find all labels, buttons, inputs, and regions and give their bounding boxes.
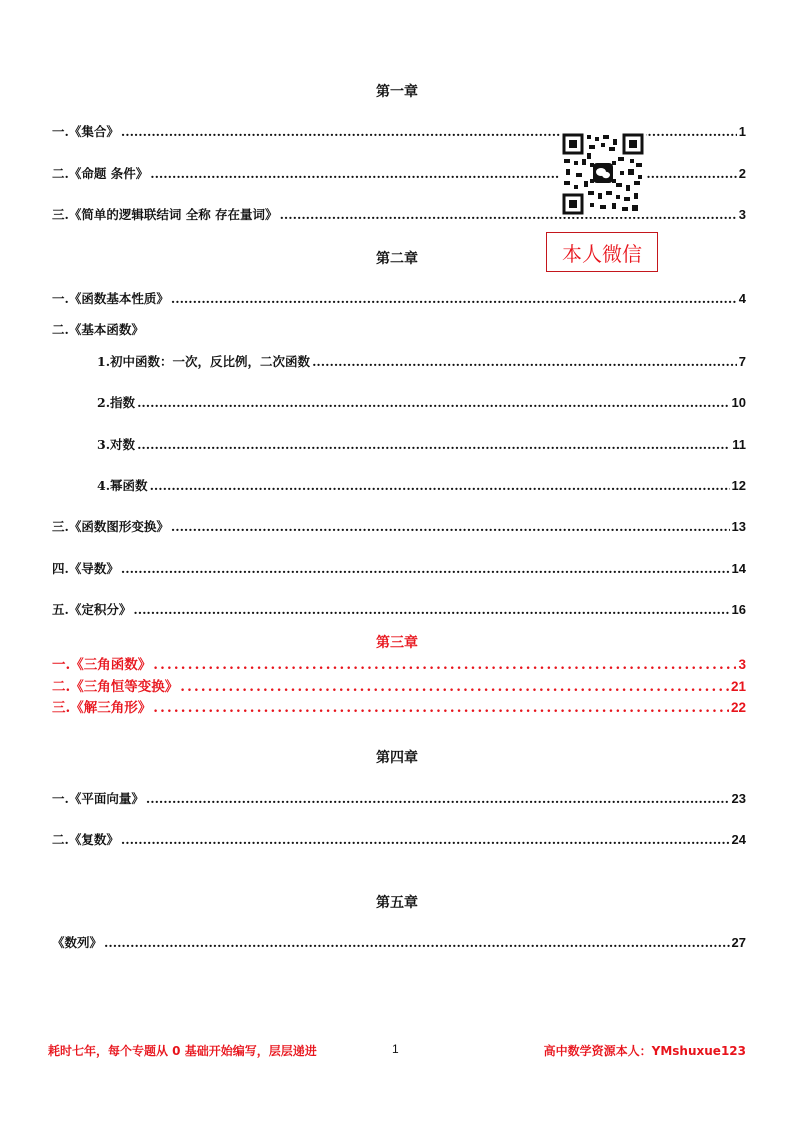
toc-title: 4.幂函数 <box>97 478 148 493</box>
chapter-5-heading: 第五章 <box>376 895 418 911</box>
toc-page-number: 27 <box>731 935 746 950</box>
dot-leader <box>104 935 730 950</box>
toc-entry[interactable] <box>52 517 746 535</box>
dot-leader <box>153 700 729 716</box>
toc-entry[interactable] <box>97 476 746 494</box>
dot-leader <box>133 602 729 617</box>
toc-entry[interactable] <box>52 289 746 307</box>
dot-leader <box>312 354 737 369</box>
toc-entry[interactable] <box>52 789 746 807</box>
footer-left-note: 耗时七年，每个专题从 0 基础开始编写，层层递进 <box>48 1044 317 1058</box>
chapter-4-heading: 第四章 <box>376 750 418 766</box>
toc-title: 三.《简单的逻辑联结词 全称 存在量词》 <box>52 207 278 222</box>
toc-page-number: 23 <box>731 791 746 806</box>
toc-entry[interactable] <box>52 600 746 618</box>
dot-leader <box>137 395 729 410</box>
toc-title: 《数列》 <box>52 935 103 950</box>
toc-title: 五.《定积分》 <box>52 602 132 617</box>
dot-leader <box>121 832 730 847</box>
toc-page-number: 11 <box>732 437 746 452</box>
toc-page-number: 3 <box>738 657 746 672</box>
toc-title: 三.《解三角形》 <box>52 700 152 716</box>
toc-page-number: 21 <box>730 679 746 694</box>
toc-title: 一.《集合》 <box>52 124 119 139</box>
toc-page-number: 3 <box>738 207 746 222</box>
dot-leader <box>150 478 730 493</box>
toc-page-number: 4 <box>738 291 746 306</box>
toc-entry[interactable] <box>97 435 746 453</box>
toc-title: 四.《导数》 <box>52 561 119 576</box>
toc-entry[interactable] <box>52 675 746 695</box>
toc-entry[interactable] <box>97 393 746 411</box>
dot-leader <box>137 437 730 452</box>
toc-page-number: 22 <box>730 700 746 715</box>
dot-leader <box>171 291 737 306</box>
toc-page-number: 2 <box>738 166 746 181</box>
toc-page-number: 7 <box>738 354 746 369</box>
toc-section-heading[interactable]: 二.《基本函数》 <box>52 322 144 337</box>
chapter-3-heading: 第三章 <box>376 635 418 651</box>
toc-page-number: 13 <box>731 519 746 534</box>
toc-page-number: 14 <box>731 561 746 576</box>
toc-title: 一.《平面向量》 <box>52 791 144 806</box>
toc-entry[interactable] <box>52 653 746 673</box>
dot-leader <box>150 166 737 181</box>
footer-right-note: 高中数学资源本人：YMshuxue123 <box>543 1044 746 1058</box>
toc-entry[interactable] <box>97 352 746 370</box>
wechat-label-box: 本人微信 <box>546 232 658 272</box>
dot-leader <box>153 657 736 673</box>
toc-entry[interactable] <box>52 830 746 848</box>
toc-title: 二.《复数》 <box>52 832 119 847</box>
toc-page-number: 10 <box>731 395 746 410</box>
toc-entry[interactable] <box>52 696 746 716</box>
wechat-qr-code-icon <box>560 129 646 217</box>
dot-leader <box>121 561 730 576</box>
dot-leader <box>171 519 730 534</box>
toc-title: 1.初中函数：一次，反比例，二次函数 <box>97 354 311 369</box>
toc-page-number: 12 <box>731 478 746 493</box>
toc-page-number: 1 <box>738 124 746 139</box>
toc-entry[interactable] <box>52 933 746 951</box>
toc-title: 二.《命题 条件》 <box>52 166 149 181</box>
toc-entry[interactable] <box>52 559 746 577</box>
toc-title: 三.《函数图形变换》 <box>52 519 169 534</box>
chapter-2-heading: 第二章 <box>376 251 418 267</box>
toc-title: 一.《函数基本性质》 <box>52 291 169 306</box>
dot-leader <box>280 207 737 222</box>
toc-page-number: 24 <box>731 832 746 847</box>
chapter-1-heading: 第一章 <box>376 84 418 100</box>
toc-title: 二.《三角恒等变换》 <box>52 679 179 695</box>
toc-page-number: 16 <box>731 602 746 617</box>
footer-page-number: 1 <box>392 1042 399 1056</box>
toc-title: 一.《三角函数》 <box>52 657 152 673</box>
dot-leader <box>180 679 729 695</box>
dot-leader <box>146 791 730 806</box>
toc-title: 3.对数 <box>97 437 136 452</box>
toc-title: 2.指数 <box>97 395 136 410</box>
